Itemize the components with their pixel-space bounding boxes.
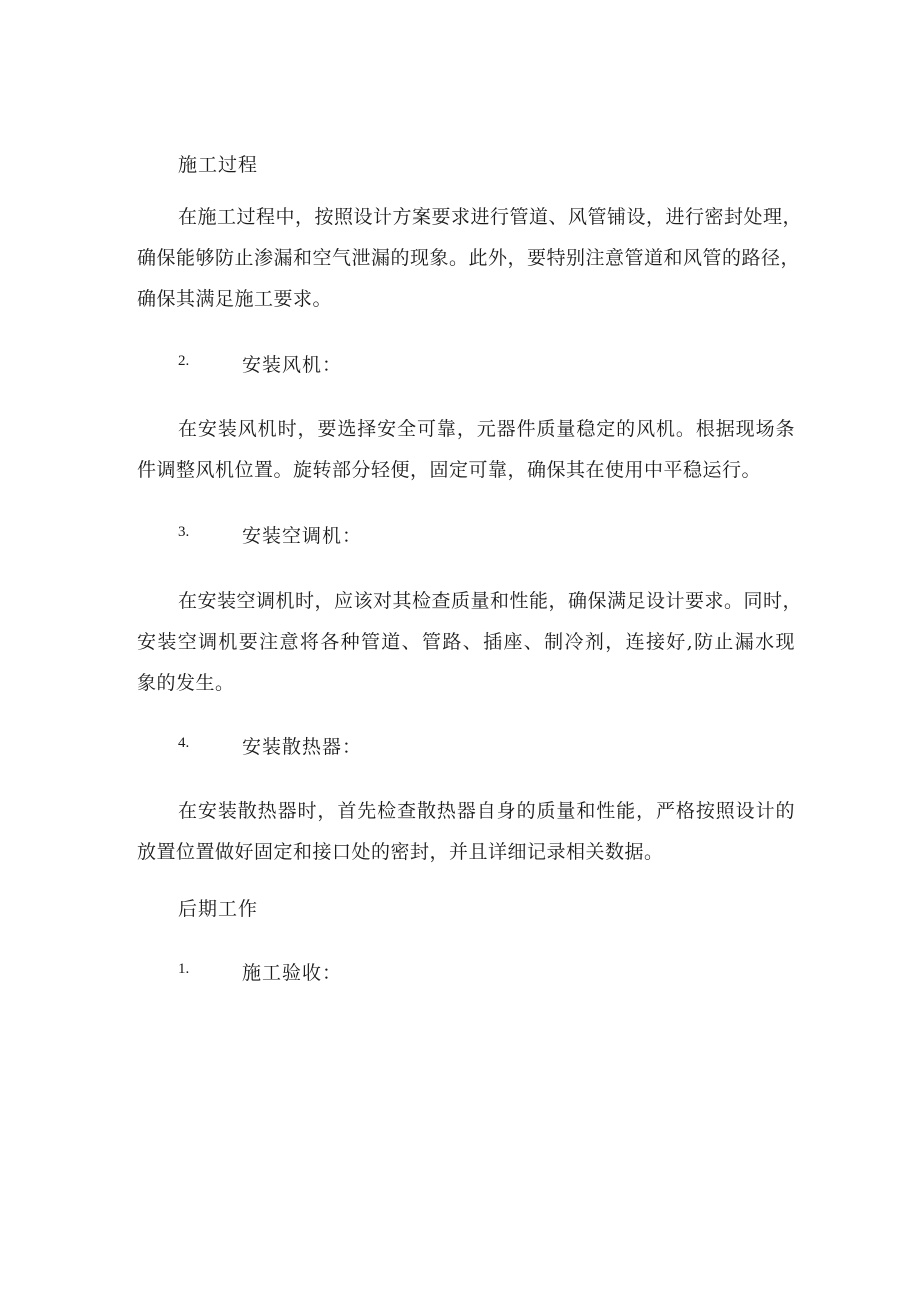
paragraph-line: 放置位置做好固定和接口处的密封，并且详细记录相关数据。 <box>137 841 664 863</box>
list-label: 安装散热器： <box>242 736 363 758</box>
paragraph-line: 件调整风机位置。旋转部分轻便，固定可靠，确保其在使用中平稳运行。 <box>137 459 762 481</box>
section-heading-later-work: 后期工作 <box>178 898 259 920</box>
paragraph-line: 在安装空调机时，应该对其检查质量和性能，确保满足设计要求。同时， <box>178 590 803 612</box>
list-number: 4. <box>178 735 190 751</box>
section-heading-construction-process: 施工过程 <box>178 154 259 176</box>
paragraph-line: 在安装风机时，要选择安全可靠，元器件质量稳定的风机。根据现场条 <box>178 418 795 440</box>
list-label: 安装空调机： <box>242 525 363 547</box>
paragraph-line: 在施工过程中，按照设计方案要求进行管道、风管铺设，进行密封处理， <box>178 206 803 228</box>
paragraph-line: 确保其满足施工要求。 <box>137 288 333 310</box>
paragraph-construction-process <box>137 197 803 320</box>
list-number: 3. <box>178 524 190 540</box>
paragraph-install-radiator <box>137 791 795 873</box>
list-label: 施工验收： <box>242 962 343 984</box>
list-label: 安装风机： <box>242 354 343 376</box>
paragraph-line: 确保能够防止渗漏和空气泄漏的现象。此外，要特别注意管道和风管的路径， <box>137 247 801 269</box>
paragraph-line: 在安装散热器时，首先检查散热器自身的质量和性能，严格按照设计的 <box>178 800 795 822</box>
paragraph-install-fan <box>137 409 795 491</box>
list-number: 2. <box>178 353 190 369</box>
paragraph-install-ac <box>137 581 803 704</box>
paragraph-line: 象的发生。 <box>137 672 235 694</box>
list-number: 1. <box>178 961 190 977</box>
paragraph-line: 安装空调机要注意将各种管道、管路、插座、制冷剂，连接好,防止漏水现 <box>137 631 795 653</box>
